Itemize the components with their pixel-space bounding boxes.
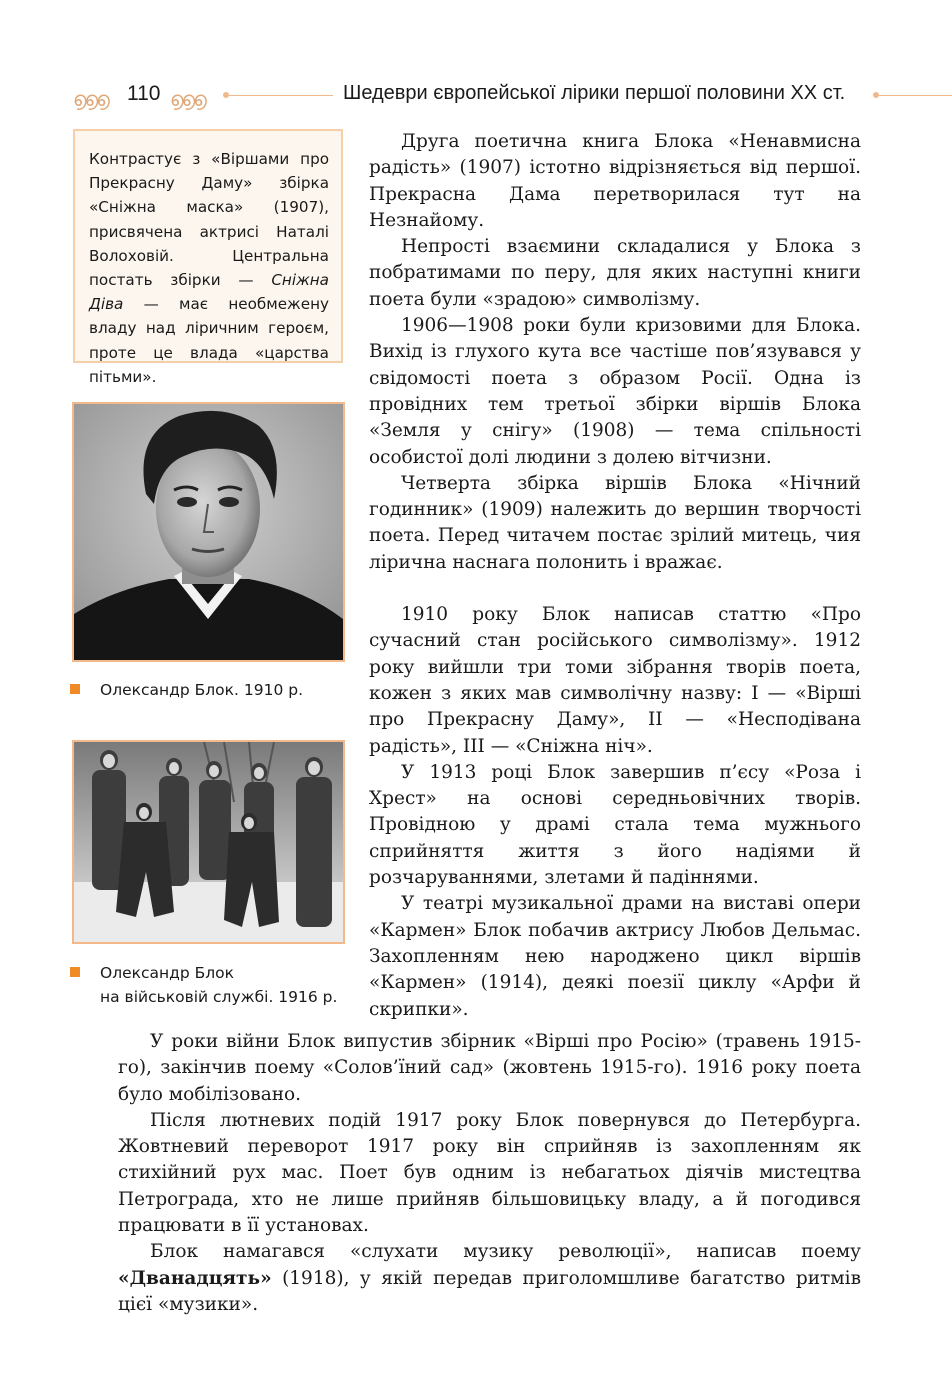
paragraph-text: Блок намагався «слухати музику революції», написав поему: [150, 1241, 861, 1263]
caption-text-line2: на військовій службі. 1916 р.: [100, 988, 338, 1006]
header-rule: [229, 95, 333, 96]
paragraph-text-end: (1918), у якій передав приголомшливе багатство ритмів цієї «музики».: [118, 1267, 861, 1315]
portrait-photo: [72, 402, 345, 662]
right-ornament-icon: ൭൭൭: [170, 87, 205, 111]
page-number: 110: [127, 82, 161, 105]
paragraph: Після лютневих подій 1917 року Блок повернувся до Петербурга. Жовтневий переворот 1917 року він сприйняв із захопленням як стихійний рух мас. Поет був одним із небагатьох діячів мистецтва Петрограда, хто не лише прийняв більшовицьку владу, а й погодився працювати в її установах.: [118, 1109, 861, 1237]
paragraph: [118, 1239, 861, 1318]
bullet-square-icon: [70, 967, 80, 977]
paragraph: Друга поетична книга Блока «Ненавмисна радість» (1907) істотно відрізняється від першої. Прекрасна Дама перетворилася тут на Незнайому.: [369, 131, 861, 231]
side-note-box: [73, 129, 343, 386]
paragraph: Непрості взаємини складалися у Блока з побратимами по перу, для яких наступні книги поета були «зрадою» символізму.: [369, 236, 861, 310]
poem-title-bold: «Дванадцять»: [118, 1267, 272, 1289]
bullet-square-icon: [70, 684, 80, 694]
column-text: [369, 129, 861, 1023]
caption-text: Олександр Блок. 1910 р.: [100, 681, 304, 699]
left-ornament-icon: ൭൭൭: [73, 87, 108, 111]
paragraph: 1906—1908 роки були кризовими для Блока. Вихід із глухого кута все частіше пов’язувався у свідомості поета з образом Росії. Одна із провідних тем третьої збірки віршів Блока «Земля у снігу» (1908) — тема спільності особистої долі людини з долею вітчизни.: [369, 315, 861, 468]
page-header: [0, 78, 952, 114]
figure-caption: [100, 678, 303, 702]
figure-caption: [100, 961, 337, 1009]
paragraph: 1910 року Блок написав статтю «Про сучасний стан російського символізму». 1912 року вийшли три томи зібрання творів поета, кожен з яких мав символічну назву: I — «Вірші про Прекрасну Даму», II — «Несподівана радість», III — «Сніжна ніч».: [369, 604, 861, 757]
military-group-photo: [72, 740, 345, 944]
running-title: Шедеври європейської лірики першої половини XX ст.: [343, 82, 846, 104]
full-width-text: [118, 1029, 861, 1318]
paragraph: Четверта збірка віршів Блока «Нічний годинник» (1909) належить до вершин творчості поета. Перед читачем постає зрілий митець, чия лірична наснага полонить і вражає.: [369, 472, 861, 573]
group-image: [74, 742, 343, 942]
paragraph: У театрі музикальної драми на виставі опери «Кармен» Блок побачив актрису Любов Дельмас. Захопленням нею народжено цикл віршів «Кармен» (1914), деякі поезії циклу «Арфи й скрипки».: [369, 893, 861, 1020]
header-rule: [879, 95, 952, 96]
portrait-image: [74, 404, 343, 660]
paragraph: У 1913 році Блок завершив п’єсу «Роза і Хрест» на основі середньовічних творів. Провідною у драмі стала тема мужнього сприйняття життя з його надіями й розчаруваннями, злетами й падіннями.: [369, 761, 861, 889]
paragraph: У роки війни Блок випустив збірник «Вірші про Росію» (травень 1915-го), закінчив поему «Солов’їний сад» (жовтень 1915-го). 1916 року поета було мобілізовано.: [118, 1031, 861, 1105]
side-note-text-end: — має необмежену владу над ліричним героєм, проте це влада «царства пітьми».: [89, 295, 329, 386]
side-note-italic: Сніжна Діва: [89, 271, 329, 314]
side-note-text: Контрастує з «Віршами про Прекрасну Даму» збірка «Сніжна маска» (1907), присвячена актрисі Наталі Волоховій. Центральна постать збірки —: [89, 150, 329, 290]
caption-text-line1: Олександр Блок: [100, 964, 235, 982]
